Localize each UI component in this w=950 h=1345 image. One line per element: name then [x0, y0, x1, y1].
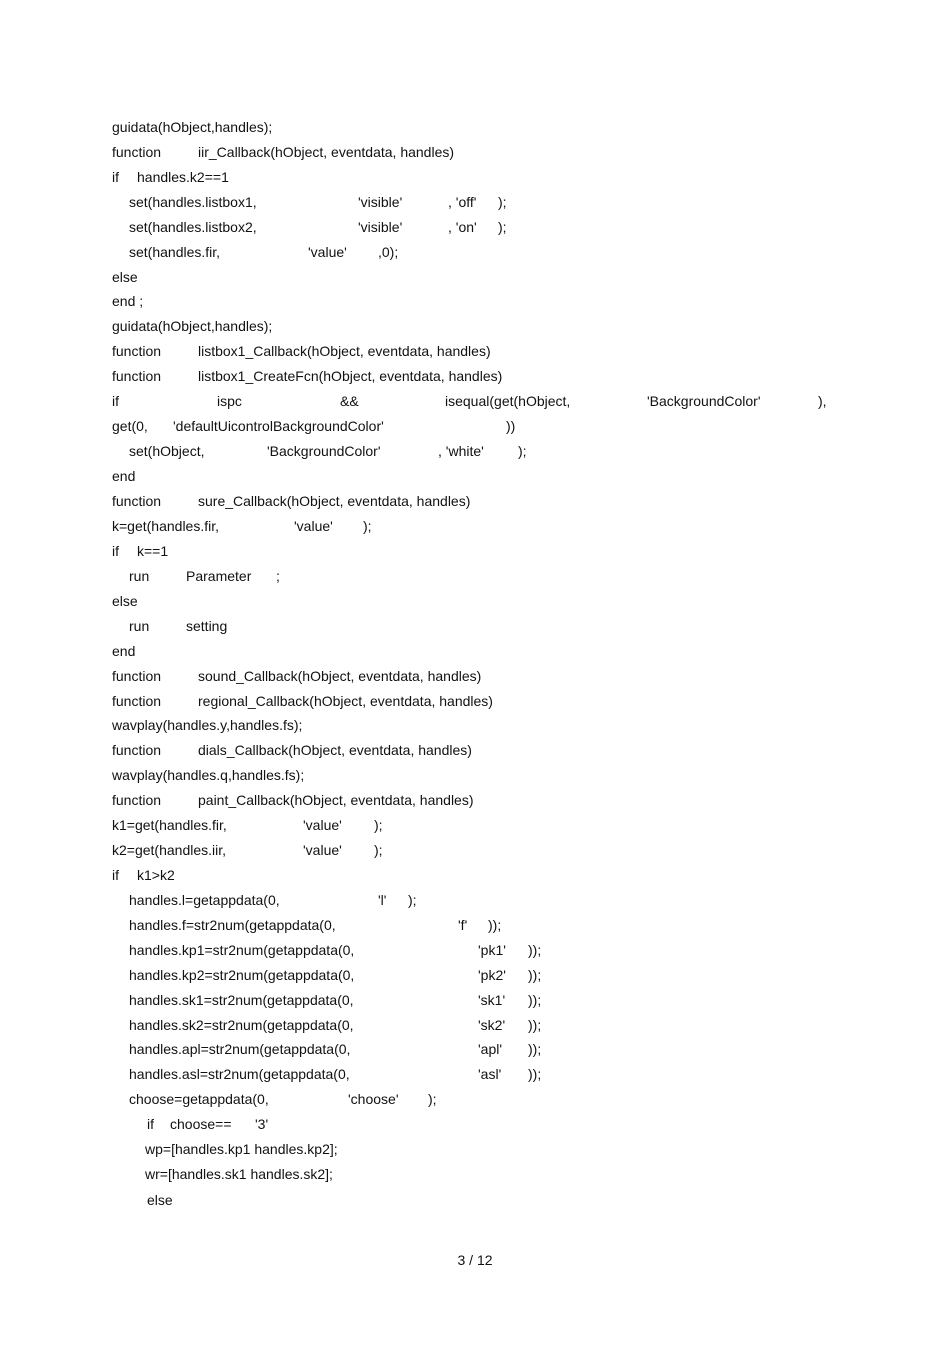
- code-token: '3': [255, 1116, 269, 1132]
- code-token: , 'white': [438, 443, 484, 459]
- code-token: listbox1_CreateFcn(hObject, eventdata, handles): [198, 368, 503, 384]
- code-token: 'f': [458, 917, 468, 933]
- code-token: handles.sk1=str2num(getappdata(0,: [129, 992, 354, 1008]
- code-token: ));: [488, 917, 502, 933]
- code-token: if: [147, 1116, 154, 1132]
- code-token: sound_Callback(hObject, eventdata, handles): [198, 668, 482, 684]
- code-token: );: [518, 443, 527, 459]
- code-token: else: [147, 1192, 173, 1208]
- code-token: );: [374, 842, 383, 858]
- code-token: wavplay(handles.q,handles.fs);: [112, 767, 305, 783]
- code-token: listbox1_Callback(hObject, eventdata, handles): [198, 343, 491, 359]
- code-token: 'value': [294, 518, 333, 534]
- code-token: end ;: [112, 293, 144, 309]
- code-token: ));: [528, 992, 542, 1008]
- code-token: function: [112, 368, 162, 384]
- code-token: dials_Callback(hObject, eventdata, handles): [198, 742, 472, 758]
- code-token: set(handles.listbox1,: [129, 194, 257, 210]
- code-token: function: [112, 144, 162, 160]
- code-token: ));: [528, 1041, 542, 1057]
- code-token: wr=[handles.sk1 handles.sk2];: [145, 1166, 333, 1182]
- code-token: set(handles.listbox2,: [129, 219, 257, 235]
- code-token: function: [112, 792, 162, 808]
- code-token: 'pk1': [478, 942, 506, 958]
- code-token: 'choose': [348, 1091, 399, 1107]
- code-token: sure_Callback(hObject, eventdata, handles): [198, 493, 471, 509]
- code-token: ));: [528, 1066, 542, 1082]
- code-token: end: [112, 643, 136, 659]
- code-token: ));: [528, 942, 542, 958]
- code-token: choose==: [170, 1116, 232, 1132]
- code-token: guidata(hObject,handles);: [112, 318, 273, 334]
- code-token: end: [112, 468, 136, 484]
- code-token: wp=[handles.kp1 handles.kp2];: [145, 1141, 338, 1157]
- page-number: 3 / 12: [457, 1252, 493, 1268]
- code-token: run: [129, 618, 150, 634]
- code-token: regional_Callback(hObject, eventdata, handles): [198, 693, 493, 709]
- code-token: if: [112, 169, 119, 185]
- code-token: );: [374, 817, 383, 833]
- code-token: 'asl': [478, 1066, 502, 1082]
- code-token: );: [498, 194, 507, 210]
- code-token: k=get(handles.fir,: [112, 518, 220, 534]
- code-token: function: [112, 742, 162, 758]
- code-token: ispc: [217, 393, 242, 409]
- code-token: );: [408, 892, 417, 908]
- code-token: , 'off': [448, 194, 477, 210]
- code-token: setting: [186, 618, 228, 634]
- code-token: 'apl': [478, 1041, 503, 1057]
- code-token: choose=getappdata(0,: [129, 1091, 269, 1107]
- code-token: ),: [818, 393, 827, 409]
- code-token: 'BackgroundColor': [267, 443, 381, 459]
- code-token: 'value': [303, 842, 342, 858]
- code-token: function: [112, 668, 162, 684]
- code-token: isequal(get(hObject,: [445, 393, 571, 409]
- code-token: else: [112, 593, 138, 609]
- code-token: function: [112, 343, 162, 359]
- code-token: ));: [528, 1017, 542, 1033]
- code-token: Parameter: [186, 568, 252, 584]
- code-token: ,0);: [378, 244, 399, 260]
- code-token: function: [112, 693, 162, 709]
- code-token: paint_Callback(hObject, eventdata, handles): [198, 792, 474, 808]
- code-token: 'visible': [358, 219, 403, 235]
- code-token: &&: [340, 393, 359, 409]
- code-token: set(handles.fir,: [129, 244, 221, 260]
- code-token: if: [112, 393, 119, 409]
- code-token: iir_Callback(hObject, eventdata, handles): [198, 144, 455, 160]
- code-token: handles.apl=str2num(getappdata(0,: [129, 1041, 351, 1057]
- code-token: handles.kp2=str2num(getappdata(0,: [129, 967, 355, 983]
- code-token: ;: [276, 568, 280, 584]
- code-token: wavplay(handles.y,handles.fs);: [112, 717, 303, 733]
- code-token: 'value': [308, 244, 347, 260]
- code-token: 'sk2': [478, 1017, 506, 1033]
- code-token: 'l': [378, 892, 387, 908]
- code-token: 'value': [303, 817, 342, 833]
- code-token: guidata(hObject,handles);: [112, 119, 273, 135]
- code-token: , 'on': [448, 219, 477, 235]
- code-token: handles.k2==1: [137, 169, 229, 185]
- code-token: else: [112, 269, 138, 285]
- code-token: 'pk2': [478, 967, 506, 983]
- code-token: )): [506, 418, 516, 434]
- code-token: handles.f=str2num(getappdata(0,: [129, 917, 336, 933]
- code-token: 'visible': [358, 194, 403, 210]
- code-token: function: [112, 493, 162, 509]
- code-token: k1>k2: [137, 867, 175, 883]
- code-token: );: [498, 219, 507, 235]
- code-token: 'BackgroundColor': [647, 393, 761, 409]
- code-token: k2=get(handles.iir,: [112, 842, 227, 858]
- code-token: handles.sk2=str2num(getappdata(0,: [129, 1017, 354, 1033]
- code-token: if: [112, 543, 119, 559]
- code-token: );: [363, 518, 372, 534]
- code-token: 'sk1': [478, 992, 506, 1008]
- code-token: run: [129, 568, 150, 584]
- code-token: handles.l=getappdata(0,: [129, 892, 280, 908]
- code-token: if: [112, 867, 119, 883]
- code-token: );: [428, 1091, 437, 1107]
- code-token: 'defaultUicontrolBackgroundColor': [173, 418, 384, 434]
- code-token: handles.kp1=str2num(getappdata(0,: [129, 942, 355, 958]
- code-token: get(0,: [112, 418, 148, 434]
- code-token: k==1: [137, 543, 169, 559]
- code-token: set(hObject,: [129, 443, 205, 459]
- code-token: handles.asl=str2num(getappdata(0,: [129, 1066, 350, 1082]
- code-token: k1=get(handles.fir,: [112, 817, 227, 833]
- code-token: ));: [528, 967, 542, 983]
